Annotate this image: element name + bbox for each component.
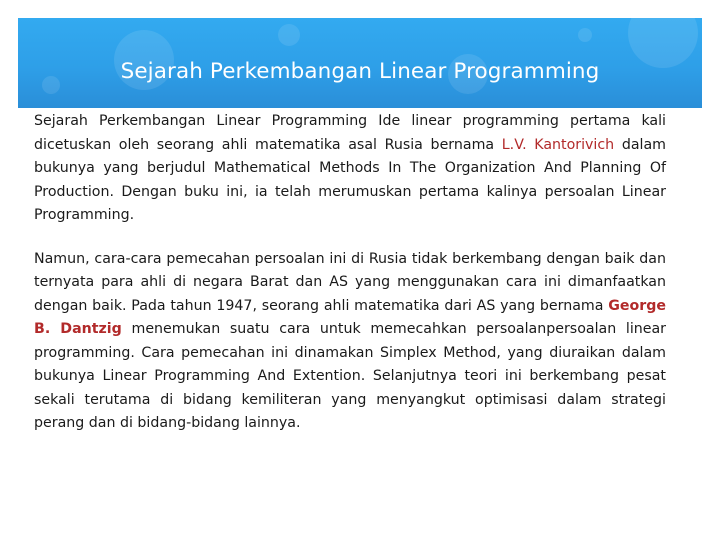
paragraph-2 bbox=[34, 248, 666, 436]
slide-body bbox=[34, 110, 666, 436]
paragraph-2-text-after: menemukan suatu cara untuk memecahkan persoalanpersoalan linear programming. Cara pemecahan ini dinamakan Simplex Method, yang diuraikan dalam bukunya Linear Programming And Extention. Selanjutnya teori ini berkembang pesat sekali terutama di bidang kemiliteran yang menyangkut optimisasi dalam strategi perang dan di bidang-bidang lainnya. bbox=[34, 321, 667, 431]
paragraph-2-text-before: Namun, cara-cara pemecahan persoalan ini di Rusia tidak berkembang dengan baik dan ternyata para ahli di negara Barat dan AS yang menggunakan cara ini dimanfaatkan dengan baik. Pada tahun 1947, seorang ahli matematika dari AS yang bernama bbox=[34, 250, 666, 314]
kantorivich-highlight: L.V. Kantorivich bbox=[501, 136, 615, 153]
paragraph-1-text-before: Sejarah Perkembangan Linear Programming Ide linear programming pertama kali dicetuskan oleh seorang ahli matematika asal Rusia bernama bbox=[34, 113, 666, 153]
slide-title: Sejarah Perkembangan Linear Programming bbox=[120, 59, 600, 84]
paragraph-1-text-after: dalam bukunya yang berjudul Mathematical Methods In The Organization And Planning Of Production. Dengan buku ini, ia telah merumuskan pertama kalinya persoalan Linear Programming. bbox=[34, 136, 666, 223]
dantzig-highlight: George B. Dantzig bbox=[34, 297, 666, 337]
paragraph-1 bbox=[34, 110, 666, 228]
